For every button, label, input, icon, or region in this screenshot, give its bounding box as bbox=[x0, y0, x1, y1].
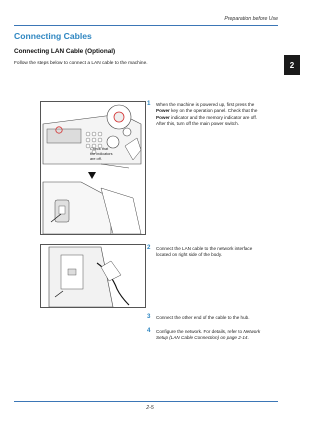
chapter-tab: 2 bbox=[284, 55, 300, 75]
subsection-title: Connecting LAN Cable (Optional) bbox=[14, 48, 116, 55]
intro-text: Follow the steps below to connect a LAN cable to the machine. bbox=[14, 61, 148, 66]
power-key-label: Power bbox=[156, 108, 170, 114]
section-title: Connecting Cables bbox=[14, 31, 92, 41]
footer-rule bbox=[14, 401, 278, 402]
header-rule bbox=[14, 25, 278, 26]
network-setup-link[interactable]: Network bbox=[243, 329, 261, 334]
figure-lan-connection bbox=[40, 244, 146, 308]
figure-panel-power-switch bbox=[40, 101, 146, 235]
running-header: Preparation before Use bbox=[224, 16, 278, 22]
step-4: 4 Configure the network. For details, refer to Network Setup (LAN Cable Connection) on page 2-14. bbox=[147, 327, 261, 341]
step-2: 2 Connect the LAN cable to the network interface located on right side of the body. bbox=[147, 244, 253, 258]
step-3: 3 Connect the other end of the cable to the hub. bbox=[147, 313, 250, 320]
step-2-number: 2 bbox=[147, 244, 151, 251]
step-1: 1 When the machine is powered up, first press the Power key on the operation panel. Check that the Power indicator and the memory indicator are off. After this, turn off the main power switch. bbox=[147, 100, 258, 126]
step-3-number: 3 bbox=[147, 313, 151, 320]
step-4-number: 4 bbox=[147, 327, 151, 334]
step-1-number: 1 bbox=[147, 100, 151, 107]
page-number: 2-5 bbox=[146, 405, 154, 411]
figure1-callout: Check that the indicators are off. bbox=[90, 147, 113, 162]
